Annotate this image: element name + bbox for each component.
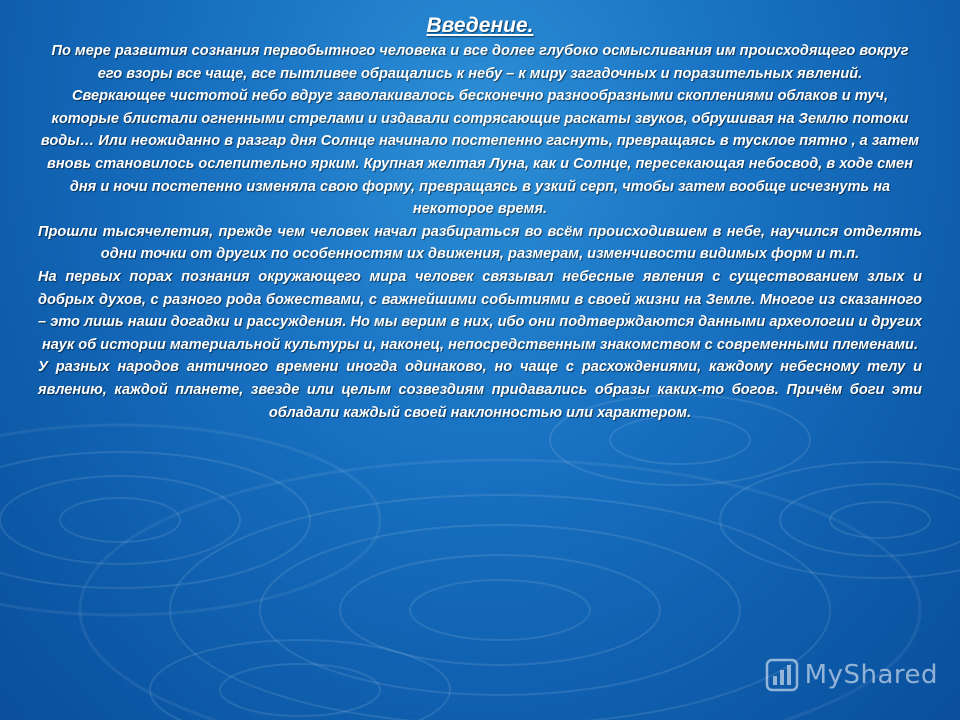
myshared-logo-icon xyxy=(765,658,799,692)
paragraph-ancient-peoples: У разных народов античного времени иногда одинаково, но чаще с расхождениями, каждому небесному телу и явлению, каждой планете, звезде или целым созвездиям придавались образы каких-то богов. Причём боги эти обладали каждый своей наклонностью или характером. xyxy=(38,359,922,421)
paragraph-millennia: Прошли тысячелетия, прежде чем человек начал разбираться во всём происходившем в небе, научился отделять одни точки от других по особенностям их движения, размерам, изменчивости видимых форм и т.п. xyxy=(38,223,922,263)
paragraph-intro: По мере развития сознания первобытного человека и все долее глубоко осмысливания им происходящего вокруг его взоры все чаще, все пытливее обращались к небу – к миру загадочных и поразительных явлений. xyxy=(51,43,909,82)
myshared-watermark xyxy=(765,658,938,692)
paragraph-early-knowledge: На первых порах познания окружающего мира человек связывал небесные явления с существованием злых и добрых духов, с разного рода божествами, с важнейшими событиями в своей жизни на Земле. Многое из сказанного – это лишь наши догадки и рассуждения. Но мы верим в них, ибо они подтверждаются данными археологии и других наук об истории материальной культуры и, наконец, непосредственным знакомством с современными племенами. xyxy=(38,268,922,353)
watermark-text: MyShared xyxy=(804,660,938,690)
paragraph-sky-phenomena: Сверкающее чистотой небо вдруг заволакивалось бесконечно разнообразными скоплениями облаков и туч, которые блистали огненными стрелами и издавали сотрясающие раскаты звуков, обрушивая на Землю потоки воды… Или неожиданно в разгар дня Солнце начинало постепенно гаснуть, превращаясь в тусклое пятно , а затем вновь становилось ослепительно ярким. Крупная желтая Луна, как и Солнце, пересекающая небосвод, в ходе смен дня и ночи постепенно изменяла свою форму, превращаясь в узкий серп, чтобы затем вообще исчезнуть на некоторое время. xyxy=(40,88,920,218)
slide-content xyxy=(30,8,930,424)
slide-title: Введение. xyxy=(426,14,534,37)
